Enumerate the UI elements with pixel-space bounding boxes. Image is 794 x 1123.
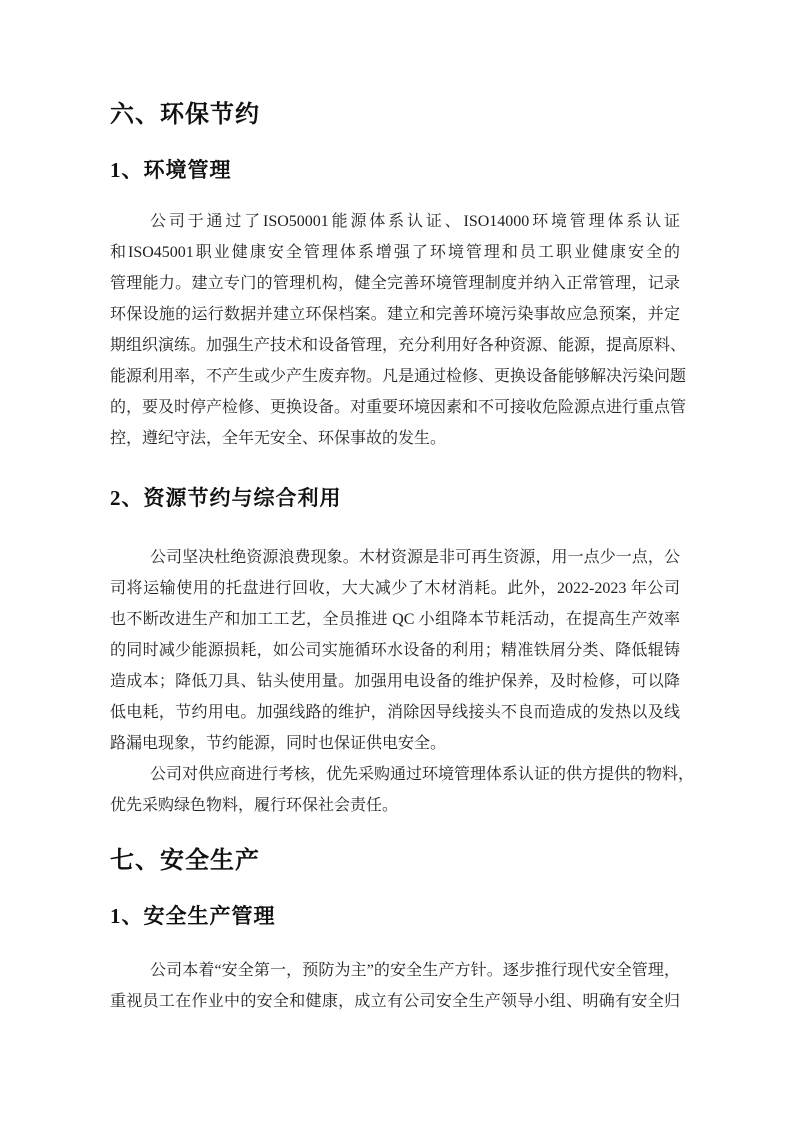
text-line: 低电耗，节约用电。加强线路的维护，消除因导线接头不良而造成的发热以及线	[110, 704, 680, 721]
text-line: 公司本着“安全第一，预防为主”的安全生产方针。逐步推行现代安全管理，	[150, 962, 680, 979]
text-line: 司将运输使用的托盘进行回收，大大减少了木材消耗。此外，2022-2023 年公司	[110, 580, 680, 597]
paragraph-supplier-procurement	[110, 759, 695, 821]
paragraph-environment-management	[110, 206, 687, 454]
section-heading-environment: 六、环保节约	[110, 100, 260, 128]
text-line: 控，遵纪守法，全年无安全、环保事故的发生。	[110, 430, 447, 447]
paragraph-safety-management	[110, 955, 680, 1017]
subsection-heading-safety-management: 1、安全生产管理	[110, 904, 276, 928]
text-line: 期组织演练。加强生产技术和设备管理，充分利用好各种资源、能源，提高原料、	[110, 337, 687, 354]
text-line: 造成本；降低刀具、钻头使用量。加强用电设备的维护保养，及时检修，可以降	[110, 673, 680, 690]
text-line: 的同时减少能源损耗，如公司实施循环水设备的利用；精准铁屑分类、降低辊铸	[110, 642, 680, 659]
subsection-heading-environment-management: 1、环境管理	[110, 158, 232, 182]
text-line: 路漏电现象，节约能源，同时也保证供电安全。	[110, 735, 447, 752]
text-line: 重视员工在作业中的安全和健康，成立有公司安全生产领导小组、明确有安全归	[110, 993, 680, 1010]
section-heading-safety: 七、安全生产	[110, 846, 260, 874]
subsection-heading-resource-saving: 2、资源节约与综合利用	[110, 486, 342, 510]
text-line: 环保设施的运行数据并建立环保档案。建立和完善环境污染事故应急预案，并定	[110, 306, 680, 323]
paragraph-resource-saving	[110, 542, 680, 759]
text-line: 的，要及时停产检修、更换设备。对重要环境因素和不可接收危险源点进行重点管	[110, 399, 687, 416]
page-content	[110, 0, 695, 1017]
text-line: 公司对供应商进行考核，优先采购通过环境管理体系认证的供方提供的物料，	[150, 766, 695, 783]
text-line: 管理能力。建立专门的管理机构，健全完善环境管理制度并纳入正常管理，记录	[110, 275, 680, 292]
text-line: 公司坚决杜绝资源浪费现象。木材资源是非可再生资源，用一点少一点，公	[150, 549, 680, 566]
text-line: 优先采购绿色物料，履行环保社会责任。	[110, 797, 399, 814]
text-line: 和ISO45001职业健康安全管理体系增强了环境管理和员工职业健康安全的	[110, 244, 680, 261]
text-line: 也不断改进生产和加工工艺，全员推进 QC 小组降本节耗活动，在提高生产效率	[110, 611, 680, 628]
text-line: 能源利用率，不产生或少产生废弃物。凡是通过检修、更换设备能够解决污染问题	[110, 368, 687, 385]
text-line: 公司于通过了ISO50001能源体系认证、ISO14000环境管理体系认证	[150, 213, 680, 230]
